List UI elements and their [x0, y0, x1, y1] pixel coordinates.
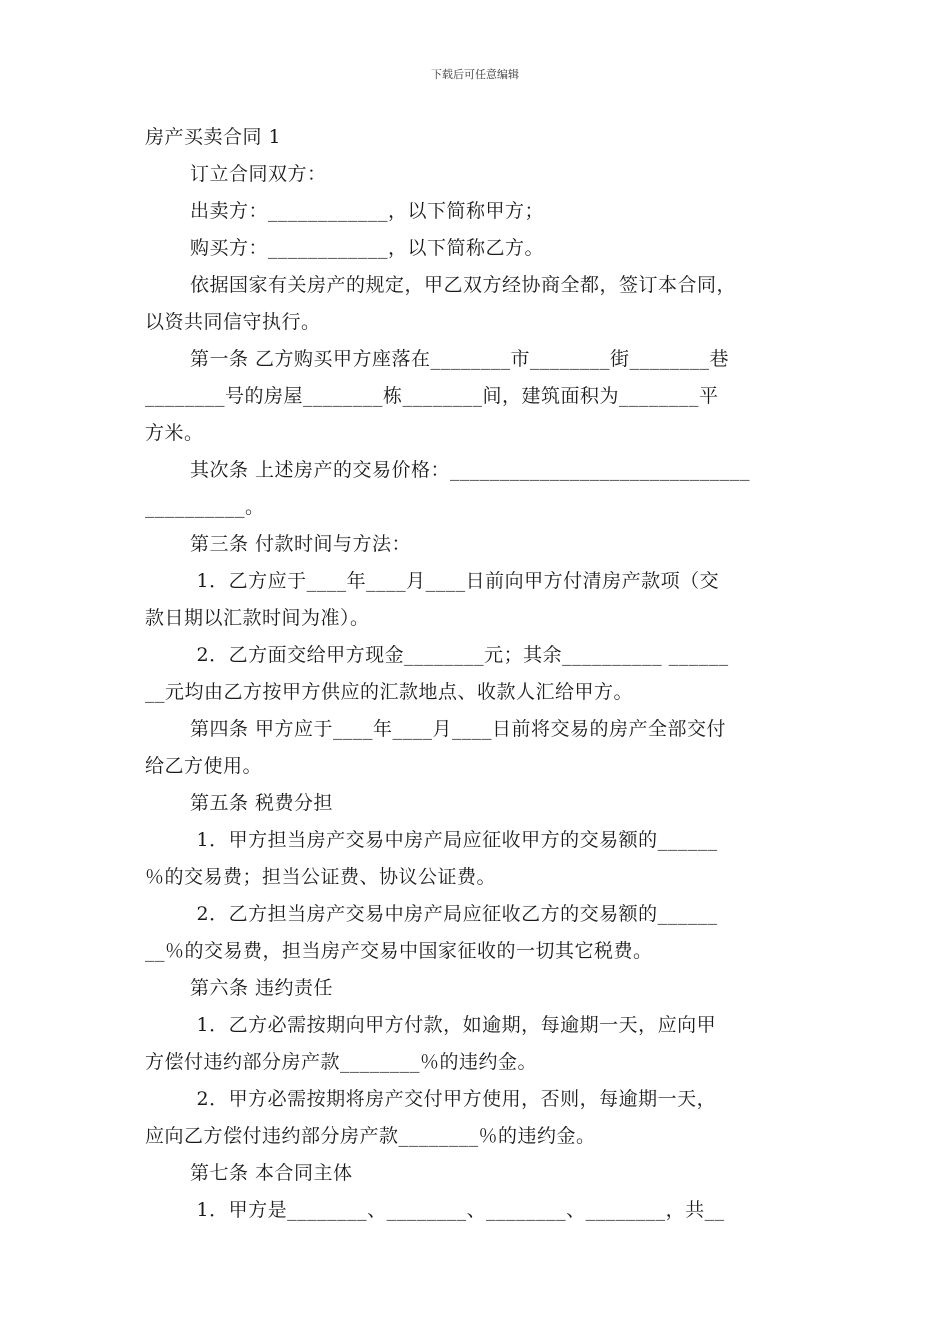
paragraph-line: 给乙方使用。: [145, 755, 263, 777]
paragraph-line: 1．甲方担当房产交易中房产局应征收甲方的交易额的______: [190, 829, 718, 851]
paragraph-line: 方米。: [145, 422, 204, 444]
paragraph-line: ％的交易费；担当公证费、协议公证费。: [145, 866, 497, 888]
document-title: 房产买卖合同 1: [145, 126, 282, 148]
paragraph-line: __元均由乙方按甲方供应的汇款地点、收款人汇给甲方。: [145, 681, 634, 703]
paragraph-line: 出卖方：____________，以下简称甲方；: [190, 200, 545, 222]
paragraph-line: 款日期以汇款时间为准）。: [145, 607, 370, 629]
paragraph-line: __________。: [145, 496, 265, 518]
paragraph-line: 第四条 甲方应于____年____月____日前将交易的房产全部交付: [190, 718, 727, 740]
paragraph-line: 1．乙方应于____年____月____日前向甲方付清房产款项（交: [190, 570, 720, 592]
paragraph-line: ________号的房屋________栋________间，建筑面积为________平: [145, 385, 719, 407]
paragraph-line: 方偿付违约部分房产款________％的违约金。: [145, 1051, 538, 1073]
paragraph-line: 2．乙方担当房产交易中房产局应征收乙方的交易额的______: [190, 903, 718, 925]
paragraph-line: 以资共同信守执行。: [145, 311, 321, 333]
paragraph-line: 依据国家有关房产的规定，甲乙双方经协商全都，签订本合同，: [190, 274, 737, 296]
paragraph-line: 其次条 上述房产的交易价格：______________________________: [190, 459, 751, 481]
paragraph-line: 应向乙方偿付违约部分房产款________％的违约金。: [145, 1125, 596, 1147]
paragraph-line: 第五条 税费分担: [190, 792, 334, 814]
paragraph-line: 1．甲方是________、________、________、________，共__: [190, 1199, 725, 1221]
paragraph-line: 第三条 付款时间与方法：: [190, 533, 412, 555]
paragraph-line: 1．乙方必需按期向甲方付款，如逾期，每逾期一天，应向甲: [190, 1014, 717, 1036]
paragraph-line: 订立合同双方：: [190, 163, 327, 185]
paragraph-line: 第七条 本合同主体: [190, 1162, 353, 1184]
paragraph-line: 购买方：____________，以下简称乙方。: [190, 237, 545, 259]
paragraph-line: 第六条 违约责任: [190, 977, 334, 999]
paragraph-line: 第一条 乙方购买甲方座落在________市________街________巷: [190, 348, 730, 370]
paragraph-line: 2．甲方必需按期将房产交付甲方使用，否则，每逾期一天，: [190, 1088, 717, 1110]
paragraph-line: __％的交易费，担当房产交易中国家征收的一切其它税费。: [145, 940, 653, 962]
paragraph-line: 2．乙方面交给甲方现金________元；其余__________ ______: [190, 644, 729, 666]
page-header: 下载后可任意编辑: [431, 68, 519, 81]
